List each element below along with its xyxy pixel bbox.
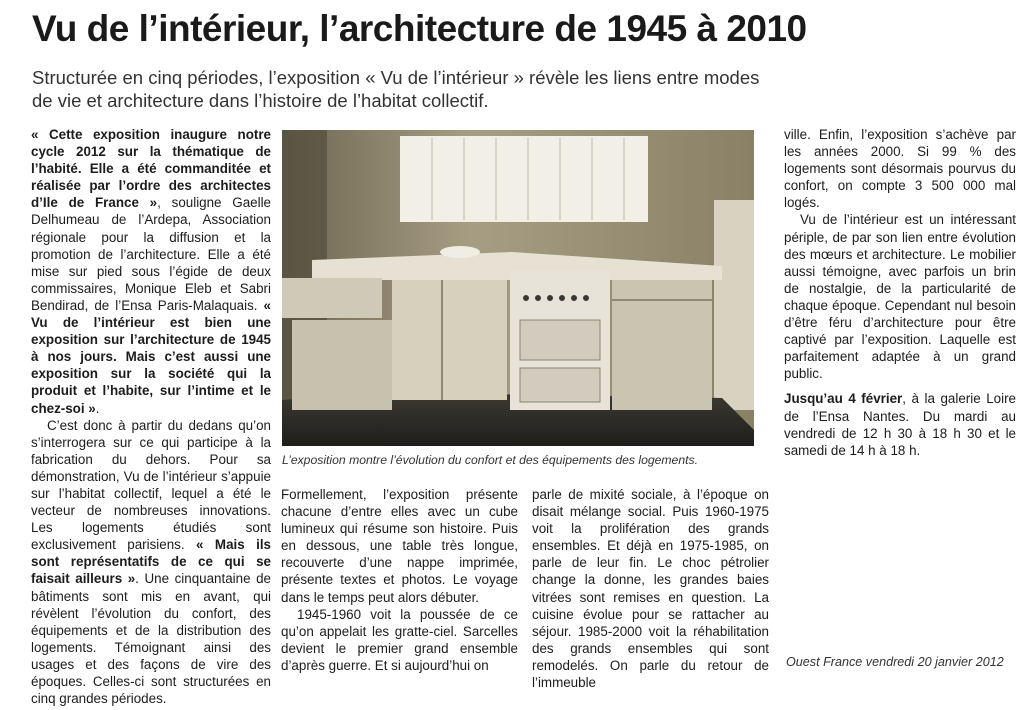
quote: « Mais ils sont représentatifs de ce qui se faisait ailleurs » xyxy=(31,537,272,587)
standfirst-line-2: de vie et architecture dans l’histoire de l’habitat collectif. xyxy=(32,90,489,111)
text: C’est donc à partir du dedans qu’on s’interrogera sur ce qui participe à la fabrication du dehors. Pour sa démonstration, Vu de l’intérieur s’appuie sur l’habitat collectif, lequel a été le vecteur de nombreuses innovations. Les logements étudiés sont exclusivement parisiens. xyxy=(31,417,271,553)
kitchen-photo xyxy=(282,130,754,446)
article-standfirst xyxy=(32,66,832,112)
article-column-4 xyxy=(784,126,1016,459)
paragraph xyxy=(31,126,271,417)
paragraph: parle de mixité sociale, à l’époque on disait mélange social. Puis 1960-1975 voit la prolifération des grands ensembles. Et déjà en 1975-1985, on parle de leur fin. Le choc pétrolier change la donne, les grandes baies vitrées sont remises en question. La cuisine évolue pour se rattacher au séjour. 1985-2000 voit la réhabilitation des grands ensembles qui sont remodelés. On parle du retour de l’immeuble xyxy=(532,487,769,691)
paragraph: 1945-1960 voit la poussée de ce qu’on appelait les gratte-ciel. Sarcelles devient le premier grand ensemble d’après guerre. Et si aujourd’hui on xyxy=(281,606,518,673)
text: . xyxy=(95,400,100,416)
event-details: , à la galerie Loire de l’Ensa Nantes. Du mardi au vendredi de 12 h 30 à 18 h 30 et le samedi de 14 h à 18 h. xyxy=(784,391,1016,458)
paragraph xyxy=(31,417,271,708)
source-credit: Ouest France vendredi 20 janvier 2012 xyxy=(786,655,1004,669)
quote: « Cette exposition inaugure notre cycle 2012 sur la thématique de l’habité. Elle a été commanditée et réalisée par l’ordre des architectes d’Ile de France » xyxy=(31,127,271,211)
kitchen-illustration xyxy=(282,130,754,446)
paragraph: Formellement, l’exposition présente chacune d’entre elles avec un cube lumineux qui résume son histoire. Puis en dessous, une table très longue, recouverte d’une nappe imprimée, présente textes et photos. Le voyage dans le temps peut alors débuter. xyxy=(281,487,518,605)
paragraph: Vu de l’intérieur est un intéressant périple, de par son lien entre évolution des mœurs et architecture. Le mobilier aussi témoigne, avec parfois un brin de nostalgie, de la particularité de chaque époque. Cependant nul besoin d’être féru d’architecture pour être captivé par l’exposition. Laquelle est parfaitement adaptée à un grand public. xyxy=(784,212,1016,382)
text: , souligne Gaelle Delhumeau de l’Ardepa, Association régionale pour la diffusion et la promotion de l’architecture. Elle a été mise sur pied sous l’égide de deux commissaires, Monique Eleb et Sabri Bendirad, de l’Ensa Paris-Malaquais. xyxy=(31,195,271,313)
event-date: Jusqu’au 4 février xyxy=(784,391,903,407)
article-column-1 xyxy=(31,126,271,707)
paragraph: ville. Enfin, l’exposition s’achève par les années 2000. Si 99 % des logements sont désormais pourvus du confort, on compte 3 500 000 mal logés. xyxy=(784,127,1016,211)
photo-caption: L’exposition montre l’évolution du confort et des équipements des logements. xyxy=(282,453,698,467)
article-column-3 xyxy=(532,486,769,691)
standfirst-line-1: Structurée en cinq périodes, l’exposition « Vu de l’intérieur » révèle les liens entre modes xyxy=(32,67,760,88)
article-headline: Vu de l’intérieur, l’architecture de 1945 à 2010 xyxy=(32,8,807,49)
article-column-2 xyxy=(281,486,518,674)
text: . Une cinquantaine de bâtiments sont mis en avant, qui révèlent l’évolution du confort, des équipements et de la distribution des logements. Témoignant ainsi des usages et des façons de vire des époques. Celles-ci sont structurées en cinq grandes périodes. xyxy=(31,571,271,707)
quote: « Vu de l’intérieur est bien une exposition sur l’architecture de 1945 à nos jours. Mais c’est aussi une exposition sur la société qui la produit et l’habite, sur l’intime et le chez-soi » xyxy=(31,297,271,416)
event-info xyxy=(784,390,1016,458)
